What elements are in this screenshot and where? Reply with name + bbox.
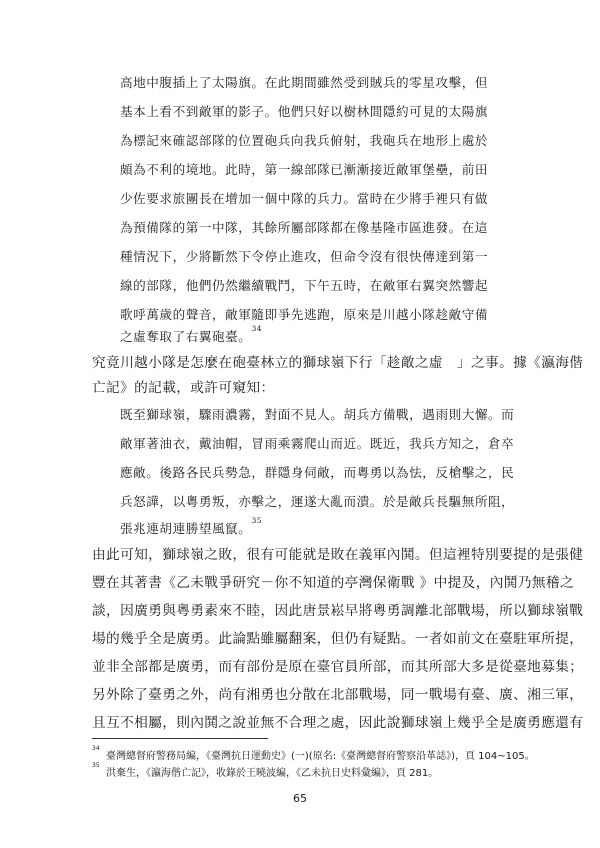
- footnote-34: [92, 747, 535, 762]
- quote2-line: 既至獅球嶺，驟雨濃霧，對面不見人。胡兵方備戰，遇雨則大懈。而: [120, 407, 515, 422]
- footnote-35: [92, 764, 438, 779]
- quote1-line: 為預備隊的第一中隊，其餘所屬部隊都在像基隆市區進發。在這: [120, 220, 489, 235]
- quote1-line: 少佐要求旅團長在增加一個中隊的兵力。當時在少將手裡只有做: [120, 191, 489, 206]
- quote2-line: 敵軍著油衣，戴油帽，冒雨乘霧爬山而近。既近，我兵方知之，倉卒: [120, 436, 515, 451]
- footnote-ref-35[interactable]: 35: [251, 516, 263, 526]
- footnote-ref-34[interactable]: 34: [251, 324, 263, 334]
- paragraph-line: 並非全部都是廣勇，而有部份是原在臺官員所部，而其所部大多是從臺地募集；: [92, 659, 584, 675]
- quote1-line: 為標記來確認部隊的位置砲兵向我兵俯射，我砲兵在地形上處於: [120, 133, 489, 148]
- quote1-line: 種情況下，少將斷然下令停止進攻，但命令沒有很快傳達到第一: [120, 249, 489, 264]
- paragraph-line: 究竟川越小隊是怎麼在砲臺林立的獅球嶺下行「趁敵之虛 」之事。據《瀛海偕: [92, 355, 584, 371]
- paragraph-line: 豐在其著書《乙未戰爭研究－你不知道的亭灣保衛戰 》中提及，內鬨乃無稽之: [92, 575, 574, 591]
- quote2-line: 應敵。後路各民兵勢急，群隱身伺敵，而粵勇以為怯，反槍擊之，民: [120, 465, 515, 480]
- paragraph-line: 談，因廣勇與粵勇素來不睦，因此唐景崧早將粵勇調離北部戰場，所以獅球嶺戰: [92, 603, 584, 619]
- paragraph-line: 另外除了臺勇之外，尚有湘勇也分散在北部戰場，同一戰場有臺、廣、湘三軍，: [92, 687, 584, 703]
- quote1-line: 高地中腹插上了太陽旗。在此期間雖然受到賊兵的零星攻擊，但: [120, 75, 489, 90]
- footnote-number: 34: [92, 745, 100, 753]
- quote1-line: 基本上看不到敵軍的影子。他們只好以樹林間隱約可見的太陽旗: [120, 104, 489, 119]
- footnote-text: 洪棄生，《瀛海偕亡記》，收錄於王曉波編，《乙未抗日史料彙編》，頁 281。: [106, 768, 439, 779]
- paragraph-line: 由此可知，獅球嶺之敗，很有可能就是敗在義軍內鬨。但這裡特別要提的是張健: [92, 547, 584, 563]
- footnote-separator: [92, 738, 268, 739]
- quote1-last-text: 之虛奪取了右翼砲臺。: [120, 329, 252, 344]
- quote1-line: 線的部隊，他們仍然繼續戰鬥，下午五時，在敵軍右翼突然響起: [120, 278, 489, 293]
- quote1-line: 頗為不利的境地。此時，第一線部隊已漸漸接近敵軍堡壘，前田: [120, 162, 489, 177]
- paragraph-line: 且互不相屬，則內鬨之說並無不合理之處，因此說獅球嶺上幾乎全是廣勇應還有: [92, 715, 584, 731]
- footnote-text: 臺灣總督府警務局編，《臺灣抗日運動史》(一)(原名:《臺灣總督府警察沿革誌》)，頁 104~105。: [106, 751, 535, 762]
- quote2-last-text: 張兆連胡連勝望風竄。: [120, 521, 252, 536]
- paragraph-line: 亡記》的記載，或許可窺知：: [92, 380, 275, 396]
- quote1-line: 歌呼萬歲的聲音，敵軍隨即爭先逃跑，原來是川越小隊趁敵守備: [120, 307, 489, 322]
- quote2-last-line: [120, 518, 262, 537]
- quote1-last-line: [120, 326, 262, 345]
- page-number: 65: [293, 792, 307, 805]
- quote2-line: 兵怒譁，以粵勇叛，亦擊之，運遂大亂而潰。於是敵兵長驅無所阻，: [120, 494, 515, 509]
- footnote-number: 35: [92, 762, 100, 770]
- paragraph-line: 場的幾乎全是廣勇。此論點雖屬翻案，但仍有疑點。一者如前文在臺駐軍所提，: [92, 631, 584, 647]
